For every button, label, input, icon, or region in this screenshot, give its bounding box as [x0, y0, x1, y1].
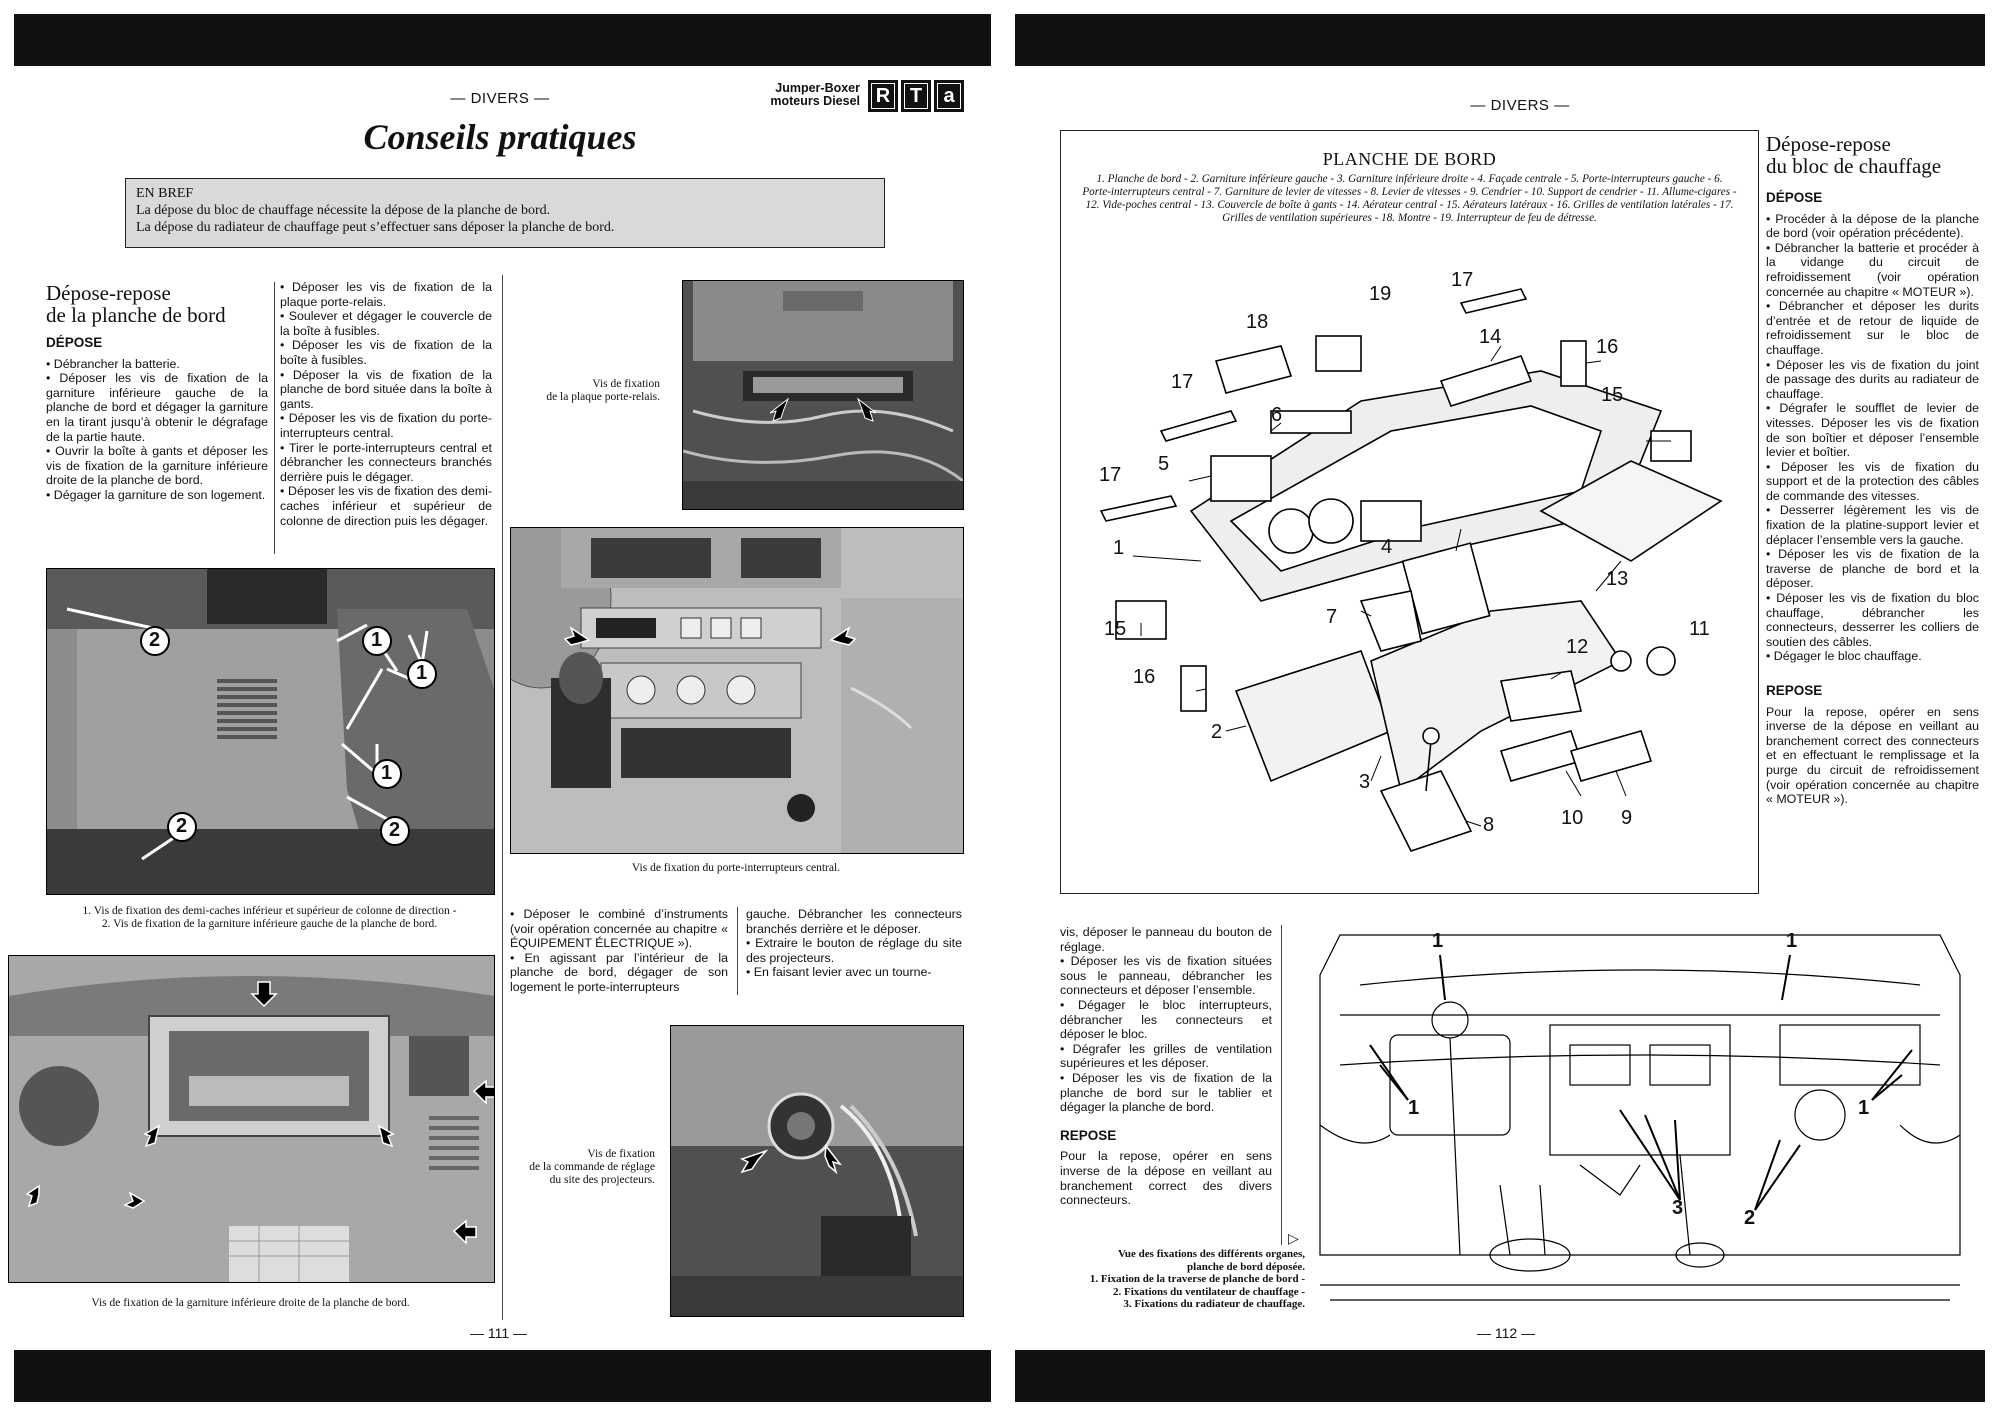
list-item: • Procéder à la dépose de la planche de bord (voir opération précédente). [1766, 211, 1979, 241]
photo1-label-2c: 2 [389, 819, 401, 841]
caption-line: 1. Fixation de la traverse de planche de bord - [1089, 1273, 1305, 1285]
section-heading-heating [1766, 133, 1979, 177]
diagram-number-19: 19 [1369, 283, 1392, 305]
bottom-bar-left [14, 1350, 991, 1402]
photo1-label-1b: 1 [416, 662, 428, 684]
photo-steering-column [46, 568, 495, 895]
text-column-heating [1766, 133, 1979, 807]
list-item: • Déposer la vis de fixation de la planche de bord située dans la boîte à gants. [280, 367, 492, 411]
diagram-legend: 1. Planche de bord - 2. Garniture inférieure gauche - 3. Garniture inférieure droite - 4. Façade centrale - 5. Porte-interrupteurs gauche - 6. Porte-interrupteurs central - 7. Garniture de levier de vitesses - 8. Levier de vitesses - 9. Cendrier - 10. Support de cendrier - 11. Allume-cigares - 12. Vide-poches central - 13. Couvercle de boîte à gants - 14. Aérateur central - 15. Aérateurs latéraux - 16. Grilles de ventilation latérales - 17. Grilles de ventilation supérieures - 18. Montre - 19. Interrupteur de feu de détresse. [1082, 173, 1737, 224]
diagram-number-1: 1 [1113, 537, 1125, 559]
fixings-line-drawing [1300, 925, 1982, 1320]
diagram-number-15a: 15 [1601, 384, 1624, 406]
list-item: • Débrancher la batterie et procéder à la vidange du circuit de refroidissement (voir opération concernée au chapitre « MOTEUR »). [1766, 240, 1979, 299]
photo1-label-1c: 1 [381, 762, 393, 784]
list-item: • Déposer le combiné d’instruments (voir opération concernée au chapitre « ÉQUIPEMENT ÉLECTRIQUE »). [510, 907, 728, 951]
caption-line: planche de bord déposée. [1187, 1260, 1305, 1273]
caption-line: 1. Vis de fixation des demi-caches inférieur et supérieur de colonne de direction - [82, 905, 457, 917]
list-item: • Desserrer légèrement les vis de fixation de la platine-support levier et déplacer l’ensemble vers la gauche. [1766, 503, 1979, 547]
list-item: • Déposer les vis de fixation du porte-interrupteurs central. [280, 411, 492, 440]
column-divider [274, 282, 275, 554]
diagram-number-17a: 17 [1451, 269, 1474, 291]
section-header: — DIVERS — [450, 90, 550, 107]
heading-line1: Dépose-repose [46, 281, 171, 305]
caption-steering-column [46, 905, 493, 931]
list-item: • Dégager le bloc chauffage. [1766, 649, 1922, 664]
diagram-drawing [1061, 131, 1758, 893]
subheading-depose: DÉPOSE [46, 335, 103, 350]
text-column-3 [510, 907, 728, 995]
list-item: • Débrancher et déposer les durits d’entrée et de retour de liquide de refroidissement sur le bloc de chauffage. [1766, 299, 1979, 357]
text-column-4 [746, 907, 962, 980]
subheading-repose: REPOSE [1766, 683, 1823, 698]
caption-relay-plate [505, 378, 660, 404]
brief-line1: La dépose du bloc de chauffage nécessite la dépose de la planche de bord. [136, 203, 551, 218]
diagram-number-10: 10 [1561, 807, 1584, 829]
caption-glovebox: Vis de fixation de la garniture inférieure droite de la planche de bord. [91, 1297, 410, 1309]
list-item: • Dégager le bloc interrupteurs, débrancher les connecteurs et déposer le bloc. [1060, 997, 1272, 1042]
logo-letter-r: R [868, 80, 898, 112]
photo-label-overlay [47, 569, 494, 894]
column-divider [502, 275, 503, 1320]
diagram-number-5: 5 [1158, 453, 1170, 475]
caption-line: 3. Fixations du radiateur de chauffage. [1123, 1298, 1305, 1310]
diagram-number-14: 14 [1479, 326, 1502, 348]
list-item: • Déposer les vis de fixation des demi-caches inférieur et supérieur de colonne de direction puis les dégager. [280, 484, 492, 528]
bottom-bar-right [1015, 1350, 1985, 1402]
photo1-label-2a: 2 [149, 629, 161, 651]
caption-line: Vue des fixations des différents organes, [1117, 1248, 1305, 1260]
list-item: • Dégrafer le soufflet de levier de vitesses. Déposer les vis de fixation de son boîtier et déposer l’ensemble levier et boîtier. [1766, 401, 1979, 460]
list-item: • Déposer les vis de fixation de la plaque porte-relais. [280, 280, 492, 309]
caption-line: Vis de fixation [592, 378, 660, 390]
top-bar-right [1015, 14, 1985, 66]
logo-letter-t: T [901, 80, 931, 112]
text-column-2 [280, 280, 492, 528]
diagram-number-16b: 16 [1133, 666, 1156, 688]
list-item: • Extraire le bouton de réglage du site des projecteurs. [746, 936, 962, 965]
rta-logo [868, 80, 964, 112]
photo-glovebox [8, 955, 495, 1283]
caption-line: du site des projecteurs. [549, 1174, 655, 1186]
model-line1: Jumper-Boxer [775, 81, 860, 95]
diagram-number-4: 4 [1381, 536, 1393, 558]
brief-box [125, 178, 885, 248]
caption-line: 2. Vis de fixation de la garniture inférieure gauche de la planche de bord. [101, 918, 438, 930]
section-heading-planche [46, 282, 268, 326]
subheading-depose: DÉPOSE [1766, 190, 1823, 205]
caption-central-switches: Vis de fixation du porte-interrupteurs central. [631, 862, 841, 874]
list-item: • Ouvrir la boîte à gants et déposer les vis de fixation de la garniture inférieure droite de la planche de bord. [46, 444, 268, 488]
list-item: • Tirer le porte-interrupteurs central et débrancher les connecteurs branchés derrière puis le dégager. [280, 440, 492, 484]
diagram-number-2: 2 [1211, 721, 1223, 743]
caption-line: de la commande de réglage [529, 1161, 655, 1173]
list-item: • Déposer les vis de fixation du bloc chauffage, débrancher les connecteurs, desserrer les colliers de soutien des câbles. [1766, 591, 1979, 649]
list-item: • Dégrafer les grilles de ventilation supérieures et les déposer. [1060, 1041, 1272, 1071]
photo1-label-2b: 2 [176, 815, 188, 837]
text-column-1 [46, 282, 268, 503]
list-item: • Déposer les vis de fixation du support et de la protection des câbles de commande des vitesses. [1766, 459, 1979, 503]
caption-headlamp-control [510, 1148, 655, 1187]
list-item: • En agissant par l’intérieur de la planche de bord, dégager de son logement le porte-interrupteurs [510, 950, 728, 994]
logo-letter-a: a [934, 80, 964, 112]
subheading-repose: REPOSE [1060, 1127, 1117, 1143]
diagram-number-3: 3 [1359, 771, 1371, 793]
diagram-number-15b: 15 [1104, 618, 1127, 640]
heading-line1: Dépose-repose [1766, 132, 1891, 156]
caption-line: Vis de fixation [587, 1148, 655, 1160]
brief-line2: La dépose du radiateur de chauffage peut s’effectuer sans déposer la planche de bord. [136, 220, 615, 235]
view-number-1b: 1 [1408, 1097, 1420, 1119]
caption-line: 2. Fixations du ventilateur de chauffage - [1113, 1285, 1305, 1298]
repose-text: Pour la repose, opérer en sens inverse de la dépose en veillant au branchement correct des divers connecteurs. [1060, 1149, 1272, 1208]
list-item: • Déposer les vis de fixation de la traverse de planche de bord et la déposer. [1766, 547, 1979, 591]
diagram-number-17c: 17 [1099, 464, 1122, 486]
view-number-3: 3 [1672, 1197, 1684, 1219]
diagram-number-9: 9 [1621, 807, 1633, 829]
list-item: • Déposer les vis de fixation de la garniture inférieure gauche de la planche de bord et dégager la garniture en la tirant jusqu’à obtenir le dégrafage de la partie haute. [46, 371, 268, 444]
model-label [700, 82, 860, 108]
list-item: vis, déposer le panneau du bouton de réglage. [1060, 925, 1272, 954]
list-item: • Déposer les vis de fixation du joint de passage des durits au radiateur de chauffage. [1766, 357, 1979, 401]
diagram-number-11: 11 [1689, 618, 1710, 640]
dashboard-exploded-diagram [1060, 130, 1759, 894]
central-switches-drawing [511, 528, 963, 853]
page-title: Conseils pratiques [363, 117, 637, 157]
section-header: — DIVERS — [1470, 97, 1570, 114]
view-number-1c: 1 [1786, 930, 1798, 952]
pointer-arrow-icon: ▷ [1288, 1230, 1299, 1246]
list-item: • En faisant levier avec un tourne- [746, 965, 932, 980]
diagram-number-6: 6 [1271, 404, 1283, 426]
list-item: • Débrancher la batterie. [46, 356, 180, 371]
heading-line2: du bloc de chauffage [1766, 154, 1942, 178]
list-item: gauche. Débrancher les connecteurs branchés derrière et le déposer. [746, 907, 962, 936]
brief-heading: EN BREF [136, 186, 194, 201]
caption-fixings-view [1060, 1248, 1305, 1311]
diagram-number-17b: 17 [1171, 371, 1194, 393]
diagram-title: PLANCHE DE BORD [1322, 149, 1497, 169]
diagram-number-7: 7 [1326, 606, 1338, 628]
list-item: • Déposer les vis de fixation de la planche de bord sur le tablier et dégager la planche de bord. [1060, 1070, 1272, 1115]
diagram-number-18: 18 [1246, 311, 1269, 333]
view-number-1d: 1 [1858, 1097, 1870, 1119]
model-line2: moteurs Diesel [770, 94, 860, 108]
list-item: • Déposer les vis de fixation de la boîte à fusibles. [280, 338, 492, 367]
list-item: • Soulever et dégager le couvercle de la boîte à fusibles. [280, 309, 492, 338]
diagram-number-8: 8 [1483, 814, 1495, 836]
headlamp-control-drawing [671, 1026, 963, 1316]
glovebox-drawing [9, 956, 494, 1282]
repose-text: Pour la repose, opérer en sens inverse de la dépose en veillant au branchement correct des connecteurs et en effectuant le remplissage et la purge du circuit de refroidissement (voir opération concernée au chapitre « MOTEUR »). [1766, 704, 1979, 807]
photo-relay-plate [682, 280, 964, 510]
view-number-1a: 1 [1432, 930, 1444, 952]
column-divider [737, 907, 738, 995]
top-bar-left [14, 14, 991, 66]
diagram-number-16a: 16 [1596, 336, 1619, 358]
list-item: • Dégager la garniture de son logement. [46, 487, 266, 502]
list-item: • Déposer les vis de fixation situées sous le panneau, débrancher les connecteurs et déposer l’ensemble. [1060, 954, 1272, 998]
photo-headlamp-control [670, 1025, 964, 1317]
page-number: — 111 — [470, 1325, 528, 1341]
heading-line2: de la planche de bord [46, 303, 226, 327]
diagram-number-13: 13 [1606, 568, 1629, 590]
fixings-drawing [1300, 925, 1982, 1320]
photo1-label-1a: 1 [371, 629, 383, 651]
view-number-2: 2 [1744, 1207, 1756, 1229]
text-column-bottom [1060, 925, 1272, 1208]
page-number: — 112 — [1477, 1325, 1536, 1341]
relay-plate-drawing [683, 281, 963, 509]
column-divider [1281, 925, 1282, 1245]
photo-central-switches [510, 527, 964, 854]
photo-labels [47, 569, 494, 894]
caption-line: de la plaque porte-relais. [546, 391, 660, 403]
diagram-number-12: 12 [1566, 636, 1589, 658]
